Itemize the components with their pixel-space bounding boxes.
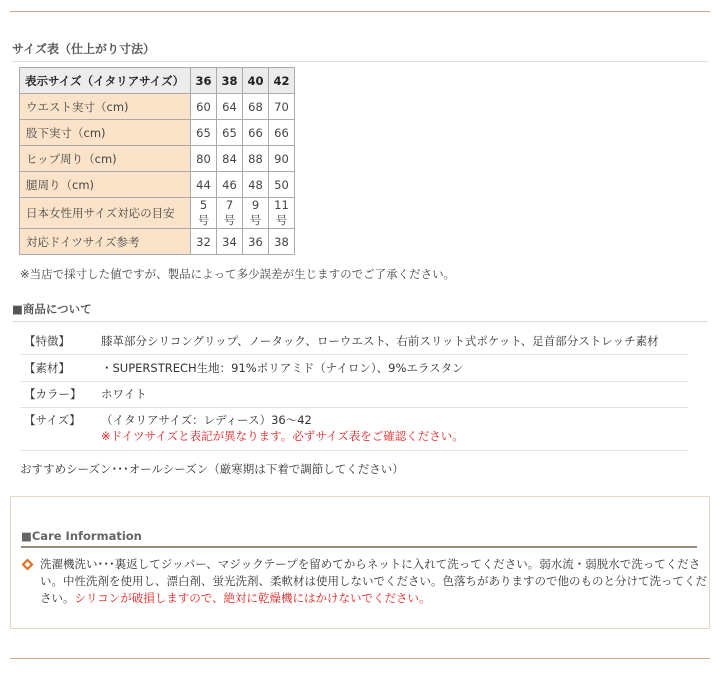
product-material-value: ・SUPERSTRECH生地：91%ポリアミド（ナイロン）、9%エラスタン — [101, 361, 464, 375]
care-info-box — [10, 496, 710, 629]
size-table-header-38: 38 — [217, 68, 243, 94]
size-section-title: サイズ表（仕上がり寸法） — [12, 40, 708, 62]
bottom-divider — [10, 658, 710, 659]
table-row — [20, 120, 295, 146]
table-row — [20, 172, 295, 198]
table-row — [20, 94, 295, 120]
table-cell: 68 — [243, 94, 269, 120]
table-cell: 70 — [269, 94, 295, 120]
size-table-header-label: 表示サイズ（イタリアサイズ） — [20, 68, 191, 94]
size-table-header-40: 40 — [243, 68, 269, 94]
product-feature-label: 【特徴】 — [24, 334, 70, 348]
table-row — [20, 146, 295, 172]
row-label-thigh: 腿周り（cm) — [20, 172, 191, 198]
table-cell: 32 — [191, 229, 217, 255]
product-size-row — [20, 412, 688, 451]
care-info-text: 洗濯機洗い･･･裏返してジッパー、マジックテープを留めてからネットに入れて洗ってください。弱水流・弱脱水で洗ってください。中性洗剤を使用し、漂白剤、蛍光洗剤、柔軟材は使用しないでください。色落ちがありますので他のものと分けて洗ってください。 — [40, 557, 707, 605]
row-label-inseam: 股下実寸（cm) — [20, 120, 191, 146]
table-cell: 34 — [217, 229, 243, 255]
table-cell: 5号 — [191, 198, 217, 229]
table-cell: 64 — [217, 94, 243, 120]
top-divider — [10, 11, 710, 12]
table-cell: 88 — [243, 146, 269, 172]
care-info-warning: シリコンが破損しますので、絶対に乾燥機にはかけないでください。 — [74, 591, 431, 605]
table-cell: 46 — [217, 172, 243, 198]
care-info-text-block — [21, 556, 710, 607]
table-cell: 44 — [191, 172, 217, 198]
size-table-header-36: 36 — [191, 68, 217, 94]
row-label-de-size: 対応ドイツサイズ参考 — [20, 229, 191, 255]
product-color-row — [20, 386, 688, 408]
table-row — [20, 229, 295, 255]
table-cell: 38 — [269, 229, 295, 255]
table-cell: 90 — [269, 146, 295, 172]
size-table-header-42: 42 — [269, 68, 295, 94]
product-size-value: （イタリアサイズ：レディース）36～42 — [101, 413, 312, 427]
table-cell: 11号 — [269, 198, 295, 229]
product-material-label: 【素材】 — [24, 361, 70, 375]
product-color-label: 【カラー】 — [24, 387, 82, 401]
table-cell: 84 — [217, 146, 243, 172]
size-note: ※当店で採寸した値ですが、製品によって多少誤差が生じますのでご了承ください。 — [20, 267, 456, 281]
row-label-hip: ヒップ周り（cm) — [20, 146, 191, 172]
product-feature-row — [20, 333, 688, 355]
product-feature-value: 膝革部分シリコングリップ、ノータック、ローウエスト、右前スリット式ポケット、足首部分ストレッチ素材 — [101, 334, 659, 348]
product-material-row — [20, 360, 688, 382]
table-cell: 50 — [269, 172, 295, 198]
care-info-title: ■Care Information — [21, 529, 697, 548]
table-row — [20, 198, 295, 229]
product-size-label: 【サイズ】 — [24, 413, 81, 427]
table-cell: 80 — [191, 146, 217, 172]
season-text: おすすめシーズン･･･オールシーズン（厳寒期は下着で調節してください） — [20, 462, 404, 476]
diamond-bullet-icon — [21, 558, 34, 571]
row-label-waist: ウエスト実寸（cm) — [20, 94, 191, 120]
table-cell: 65 — [217, 120, 243, 146]
product-size-warning: ※ドイツサイズと表記が異なります。必ずサイズ表をご確認ください。 — [101, 429, 464, 443]
table-cell: 66 — [243, 120, 269, 146]
size-table — [19, 67, 295, 255]
table-cell: 60 — [191, 94, 217, 120]
table-cell: 36 — [243, 229, 269, 255]
table-cell: 65 — [191, 120, 217, 146]
size-table-header-row — [20, 68, 295, 94]
row-label-jp-size: 日本女性用サイズ対応の目安 — [20, 198, 191, 229]
table-cell: 7号 — [217, 198, 243, 229]
product-section-title: ■商品について — [12, 301, 708, 322]
table-cell: 9号 — [243, 198, 269, 229]
table-cell: 66 — [269, 120, 295, 146]
product-color-value: ホワイト — [101, 387, 147, 401]
table-cell: 48 — [243, 172, 269, 198]
